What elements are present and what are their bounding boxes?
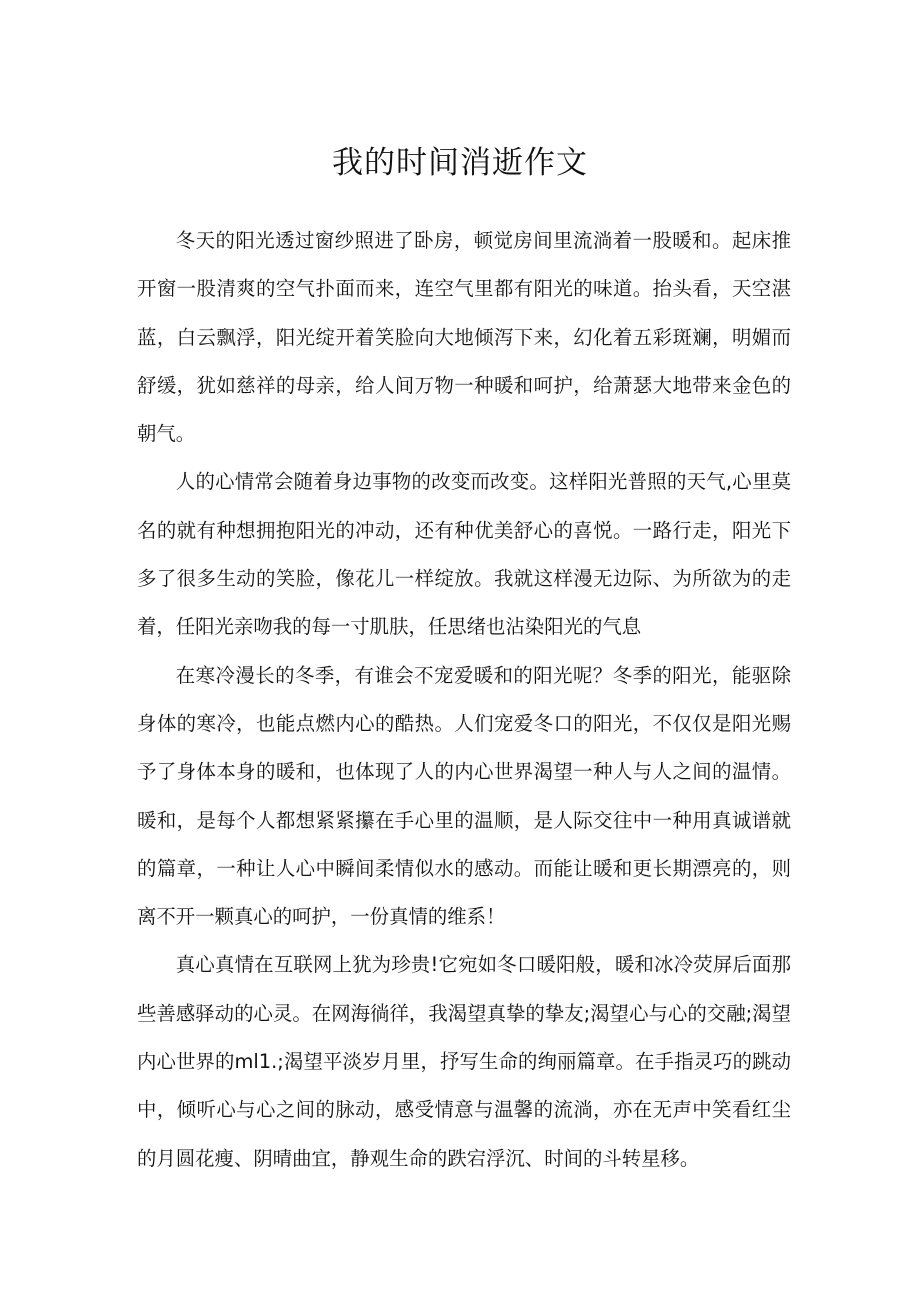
paragraph-1: 冬天的阳光透过窗纱照进了卧房，顿觉房间里流淌着一股暖和。起床推开窗一股清爽的空气扑面而来，连空气里都有阳光的味道。抬头看，天空湛蓝，白云飘浮，阳光绽开着笑脸向大地倾泻下来，幻化着五彩斑斓，明媚而舒缓，犹如慈祥的母亲，给人间万物一种暖和呵护，给萧瑟大地带来金色的朝气。 [137,229,791,446]
page-title: 我的时间消逝作文 [332,145,588,181]
article-body [137,217,791,1183]
paragraph-4: 真心真情在互联网上犹为珍贵!它宛如冬口暖阳般，暖和冰冷荧屏后面那些善感驿动的心灵。在网海徜徉，我渴望真挚的挚友;渴望心与心的交融;渴望内心世界的ml1.;渴望平淡岁月里，抒写生命的绚丽篇章。在手指灵巧的跳动中，倾听心与心之间的脉动，感受情意与温馨的流淌，亦在无声中笑看红尘的月圆花瘦、阴晴曲宜，静观生命的跌宕浮沉、时间的斗转星移。 [137,953,791,1170]
paragraph-3: 在寒冷漫长的冬季，有谁会不宠爱暖和的阳光呢？冬季的阳光，能驱除身体的寒冷，也能点燃内心的酷热。人们宠爱冬口的阳光，不仅仅是阳光赐予了身体本身的暖和，也体现了人的内心世界渴望一种人与人之间的温情。暖和，是每个人都想紧紧攥在手心里的温顺，是人际交往中一种用真诚谱就的篇章，一种让人心中瞬间柔情似水的感动。而能让暖和更长期漂亮的，则离不开一颗真心的呵护，一份真情的维系！ [137,663,791,929]
paragraph-2: 人的心情常会随着身边事物的改变而改变。这样阳光普照的天气,心里莫名的就有种想拥抱阳光的冲动，还有种优美舒心的喜悦。一路行走，阳光下多了很多生动的笑脸，像花儿一样绽放。我就这样漫无边际、为所欲为的走着，任阳光亲吻我的每一寸肌肤，任思绪也沾染阳光的气息 [137,470,791,639]
